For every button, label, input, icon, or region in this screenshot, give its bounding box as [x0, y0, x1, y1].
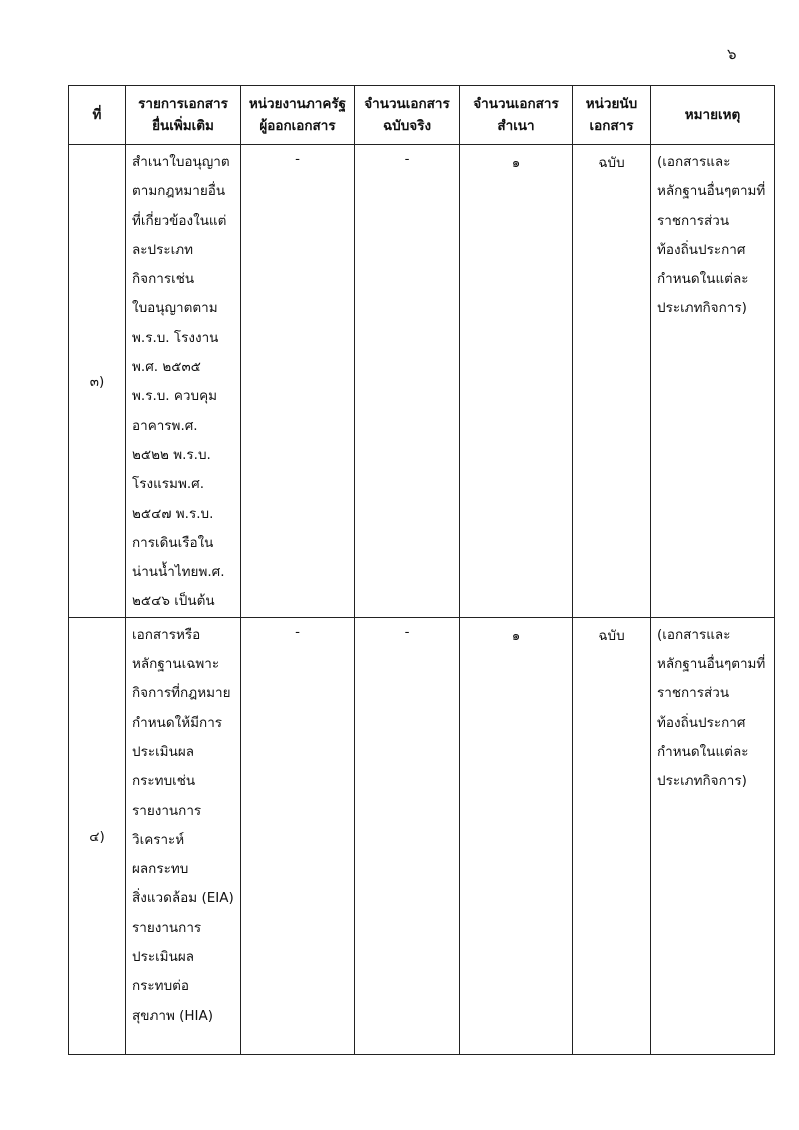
header-remark: หมายเหตุ: [651, 86, 775, 145]
remark-text: (เอกสารและ หลักฐานอื่นๆตามที่ ราชการส่วน ท้องถิ่นประกาศ กำหนดในแต่ละ ประเภทกิจการ): [657, 626, 766, 790]
page-number: ๖: [727, 45, 737, 63]
remark-cell: [651, 145, 775, 618]
doc-description: สำเนาใบอนุญาต ตามกฎหมายอื่น ที่เกี่ยวข้องในแต่ ละประเภท กิจการเช่น ใบอนุญาตตาม พ.ร.บ. โรงงาน พ.ศ. ๒๕๓๕ พ.ร.บ. ควบคุม อาคารพ.ศ. ๒๕๒๒ พ.ร.บ. โรงแรมพ.ศ. ๒๕๔๗ พ.ร.บ. การเดินเรือใน น่านน้ำไทยพ.ศ. ๒๕๔๖ เป็นต้น: [132, 154, 230, 610]
header-copy-count: จำนวนเอกสาร สำเนา: [460, 86, 573, 145]
row-number: ๔): [69, 617, 126, 1054]
header-no: ที่: [69, 86, 126, 145]
header-doc-list: รายการเอกสาร ยื่นเพิ่มเติม: [126, 86, 241, 145]
document-table: [68, 85, 775, 1055]
header-unit: หน่วยนับ เอกสาร: [573, 86, 651, 145]
row-number: ๓): [69, 145, 126, 618]
original-count-cell: -: [355, 617, 460, 1054]
doc-description-cell: [126, 617, 241, 1054]
header-original-count: จำนวนเอกสาร ฉบับจริง: [355, 86, 460, 145]
table-row: [69, 145, 775, 618]
table-row: [69, 617, 775, 1054]
unit-cell: ฉบับ: [573, 145, 651, 618]
header-issuer: หน่วยงานภาครัฐ ผู้ออกเอกสาร: [241, 86, 355, 145]
copy-count-cell: ๑: [460, 617, 573, 1054]
issuer-cell: -: [241, 145, 355, 618]
copy-count-cell: ๑: [460, 145, 573, 618]
remark-text: (เอกสารและ หลักฐานอื่นๆตามที่ ราชการส่วน ท้องถิ่นประกาศ กำหนดในแต่ละ ประเภทกิจการ): [657, 154, 766, 317]
remark-cell: [651, 617, 775, 1054]
doc-description: เอกสารหรือ หลักฐานเฉพาะ กิจการที่กฎหมาย กำหนดให้มีการ ประเมินผล กระทบเช่น รายงานการ วิเคราะห์ ผลกระทบ สิ่งแวดล้อม (EIA) รายงานการ ประเมินผล กระทบต่อ สุขภาพ (HIA): [132, 626, 234, 1024]
doc-description-cell: [126, 145, 241, 618]
issuer-cell: -: [241, 617, 355, 1054]
unit-cell: ฉบับ: [573, 617, 651, 1054]
table-header-row: [69, 86, 775, 145]
original-count-cell: -: [355, 145, 460, 618]
